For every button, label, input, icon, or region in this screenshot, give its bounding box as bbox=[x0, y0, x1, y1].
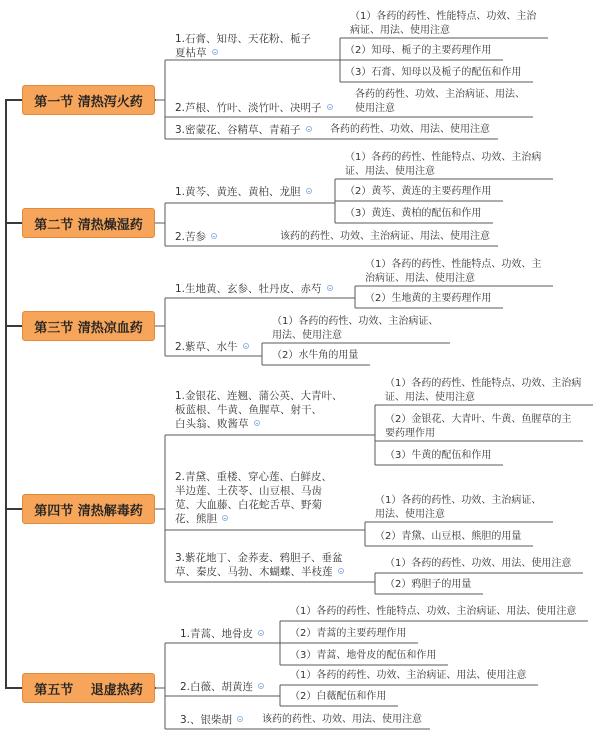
detail-2-1-3 bbox=[345, 207, 481, 221]
detail-1-1-2 bbox=[345, 44, 491, 58]
subtopic-1-3 bbox=[175, 123, 312, 137]
subtopic-3-2 bbox=[175, 340, 249, 354]
detail-4-2-1-line: 用法、使用注意 bbox=[375, 509, 445, 520]
detail-5-2-1-line: （1）各药的药性、功效、主治病证、用法、使用注意 bbox=[290, 670, 527, 681]
detail-4-1-1-line: 证、用法、使用注意 bbox=[385, 392, 475, 403]
detail-5-1-1-line: （1）各药的药性、性能特点、功效、主治病证、用法、使用注意 bbox=[290, 606, 577, 617]
subtopic-4-1-line: 1.金银花、连翘、蒲公英、大青叶、 bbox=[175, 390, 343, 402]
subtopic-1-3-line: 3.密蒙花、谷精草、青葙子 bbox=[175, 123, 312, 137]
subtopic-4-1 bbox=[175, 389, 343, 431]
detail-2-2-1 bbox=[280, 230, 490, 244]
detail-4-2-1 bbox=[375, 494, 541, 522]
subtopic-4-2-line: 2.青黛、重楼、穿心莲、白鲜皮、 bbox=[175, 471, 333, 483]
detail-5-3-1 bbox=[262, 713, 422, 727]
detail-1-3-1 bbox=[330, 123, 490, 137]
section-topic-2[interactable]: 第二节 清热燥湿药 bbox=[22, 208, 155, 238]
detail-3-1-1 bbox=[365, 258, 541, 286]
detail-3-2-1-line: （1）各药的药性、功效、主治病证、 bbox=[272, 316, 439, 327]
detail-2-1-1 bbox=[345, 151, 541, 179]
detail-1-3-1-line: 各药的药性、功效、用法、使用注意 bbox=[330, 124, 490, 135]
subtopic-1-1 bbox=[175, 32, 311, 60]
collapse-toggle-icon[interactable] bbox=[222, 515, 228, 521]
subtopic-4-1-line: 白头翁、败酱草 bbox=[175, 417, 343, 431]
collapse-toggle-icon[interactable] bbox=[258, 683, 264, 689]
detail-1-1-1-line: （1）各药的药性、性能特点、功效、主治 bbox=[350, 11, 537, 22]
subtopic-5-3-line: 3.、银柴胡 bbox=[180, 713, 243, 727]
subtopic-4-3-line: 3.紫花地丁、金荞麦、鸦胆子、垂盆 bbox=[175, 552, 343, 564]
subtopic-4-3 bbox=[175, 551, 344, 579]
detail-4-3-2-line: （2）鸦胆子的用量 bbox=[385, 579, 472, 590]
collapse-toggle-icon[interactable] bbox=[243, 343, 249, 349]
section-topic-4[interactable]: 第四节 清热解毒药 bbox=[22, 494, 155, 524]
collapse-toggle-icon[interactable] bbox=[237, 716, 243, 722]
detail-2-2-1-line: 该药的药性、功效、主治病证、用法、使用注意 bbox=[280, 231, 490, 242]
detail-4-2-2 bbox=[375, 530, 521, 544]
detail-3-1-1-line: 治病证、用法、使用注意 bbox=[365, 273, 475, 284]
detail-2-1-1-line: （1）各药的药性、性能特点、功效、主治病 bbox=[345, 152, 542, 163]
detail-5-3-1-line: 该药的药性、功效、用法、使用注意 bbox=[262, 714, 422, 725]
detail-3-1-2 bbox=[365, 292, 491, 306]
subtopic-5-3 bbox=[180, 713, 243, 727]
subtopic-4-1-line: 板蓝根、牛黄、鱼腥草、射干、 bbox=[175, 404, 322, 416]
detail-5-1-2 bbox=[290, 627, 406, 641]
detail-1-2-1-line: 使用注意 bbox=[355, 103, 395, 114]
detail-4-1-2-line: 要药理作用 bbox=[385, 428, 435, 439]
collapse-toggle-icon[interactable] bbox=[327, 104, 333, 110]
detail-4-3-1 bbox=[385, 557, 571, 571]
detail-4-3-2 bbox=[385, 578, 471, 592]
detail-1-1-1 bbox=[350, 10, 536, 38]
detail-4-1-1 bbox=[385, 377, 581, 405]
subtopic-5-1 bbox=[180, 627, 264, 641]
subtopic-2-2 bbox=[175, 230, 217, 244]
subtopic-1-2 bbox=[175, 101, 333, 115]
detail-1-1-1-line: 病证、用法、使用注意 bbox=[350, 25, 450, 36]
detail-4-2-2-line: （2）青黛、山豆根、熊胆的用量 bbox=[375, 531, 522, 542]
collapse-toggle-icon[interactable] bbox=[306, 126, 312, 132]
detail-5-2-1 bbox=[290, 669, 526, 683]
subtopic-1-1-line: 1.石膏、知母、天花粉、栀子 bbox=[175, 33, 312, 45]
detail-3-2-2-line: （2）水牛角的用量 bbox=[272, 350, 359, 361]
detail-1-1-3 bbox=[345, 66, 521, 80]
detail-4-2-1-line: （1）各药的药性、功效、主治病证、 bbox=[375, 495, 542, 506]
detail-3-1-1-line: （1）各药的药性、性能特点、功效、主 bbox=[365, 259, 542, 270]
subtopic-4-2-line: 苋、大血藤、白花蛇舌草、野菊 bbox=[175, 499, 322, 511]
subtopic-4-2-line: 半边莲、土茯苓、山豆根、马齿 bbox=[175, 485, 322, 497]
detail-1-2-1-line: 各药的药性、功效、主治病证、用法、 bbox=[355, 89, 525, 100]
subtopic-3-2-line: 2.紫草、水牛 bbox=[175, 340, 249, 354]
detail-2-1-3-line: （3）黄连、黄柏的配伍和作用 bbox=[345, 208, 482, 219]
detail-2-1-2-line: （2）黄芩、黄连的主要药理作用 bbox=[345, 186, 492, 197]
section-topic-1[interactable]: 第一节 清热泻火药 bbox=[22, 85, 155, 115]
detail-1-2-1 bbox=[355, 88, 525, 116]
collapse-toggle-icon[interactable] bbox=[254, 420, 260, 426]
subtopic-2-1-line: 1.黄芩、黄连、黄柏、龙胆 bbox=[175, 185, 312, 199]
subtopic-3-1 bbox=[175, 282, 333, 296]
detail-3-2-1-line: 用法、使用注意 bbox=[272, 330, 342, 341]
collapse-toggle-icon[interactable] bbox=[258, 630, 264, 636]
detail-5-2-2-line: （2）白薇配伍和作用 bbox=[290, 691, 387, 702]
detail-4-1-2 bbox=[385, 413, 571, 441]
collapse-toggle-icon[interactable] bbox=[211, 233, 217, 239]
detail-2-1-1-line: 证、用法、使用注意 bbox=[345, 166, 435, 177]
detail-5-1-2-line: （2）青蒿的主要药理作用 bbox=[290, 628, 407, 639]
detail-1-1-3-line: （3）石膏、知母以及栀子的配伍和作用 bbox=[345, 67, 522, 78]
subtopic-5-1-line: 1.青蒿、地骨皮 bbox=[180, 627, 264, 641]
subtopic-5-2-line: 2.白薇、胡黄连 bbox=[180, 680, 264, 694]
collapse-toggle-icon[interactable] bbox=[306, 188, 312, 194]
detail-4-3-1-line: （1）各药的药性、功效、用法、使用注意 bbox=[385, 558, 572, 569]
subtopic-4-3-line: 草、秦皮、马勃、木蝴蝶、半枝莲 bbox=[175, 565, 344, 579]
detail-5-2-2 bbox=[290, 690, 386, 704]
subtopic-1-1-line: 夏枯草 bbox=[175, 46, 311, 60]
detail-3-2-1 bbox=[272, 315, 438, 343]
collapse-toggle-icon[interactable] bbox=[327, 285, 333, 291]
detail-5-1-3-line: （3）青蒿、地骨皮的配伍和作用 bbox=[290, 650, 437, 661]
subtopic-2-1 bbox=[175, 185, 312, 199]
detail-2-1-2 bbox=[345, 185, 491, 199]
collapse-toggle-icon[interactable] bbox=[338, 568, 344, 574]
detail-1-1-2-line: （2）知母、栀子的主要药理作用 bbox=[345, 45, 492, 56]
detail-3-2-2 bbox=[272, 349, 358, 363]
detail-5-1-1 bbox=[290, 605, 576, 619]
detail-4-1-3 bbox=[385, 449, 491, 463]
detail-4-1-1-line: （1）各药的药性、性能特点、功效、主治病 bbox=[385, 378, 582, 389]
subtopic-4-2 bbox=[175, 470, 332, 526]
subtopic-5-2 bbox=[180, 680, 264, 694]
subtopic-1-2-line: 2.芦根、竹叶、淡竹叶、决明子 bbox=[175, 101, 333, 115]
detail-5-1-3 bbox=[290, 649, 436, 663]
subtopic-4-2-line: 花、熊胆 bbox=[175, 512, 332, 526]
subtopic-3-1-line: 1.生地黄、玄参、牡丹皮、赤芍 bbox=[175, 282, 333, 296]
detail-3-1-2-line: （2）生地黄的主要药理作用 bbox=[365, 293, 492, 304]
detail-4-1-3-line: （3）牛黄的配伍和作用 bbox=[385, 450, 492, 461]
detail-4-1-2-line: （2）金银花、大青叶、牛黄、鱼腥草的主 bbox=[385, 414, 572, 425]
section-topic-5[interactable]: 第五节 退虚热药 bbox=[22, 673, 155, 703]
subtopic-2-2-line: 2.苦参 bbox=[175, 230, 217, 244]
collapse-toggle-icon[interactable] bbox=[212, 49, 218, 55]
section-topic-3[interactable]: 第三节 清热凉血药 bbox=[22, 311, 155, 341]
